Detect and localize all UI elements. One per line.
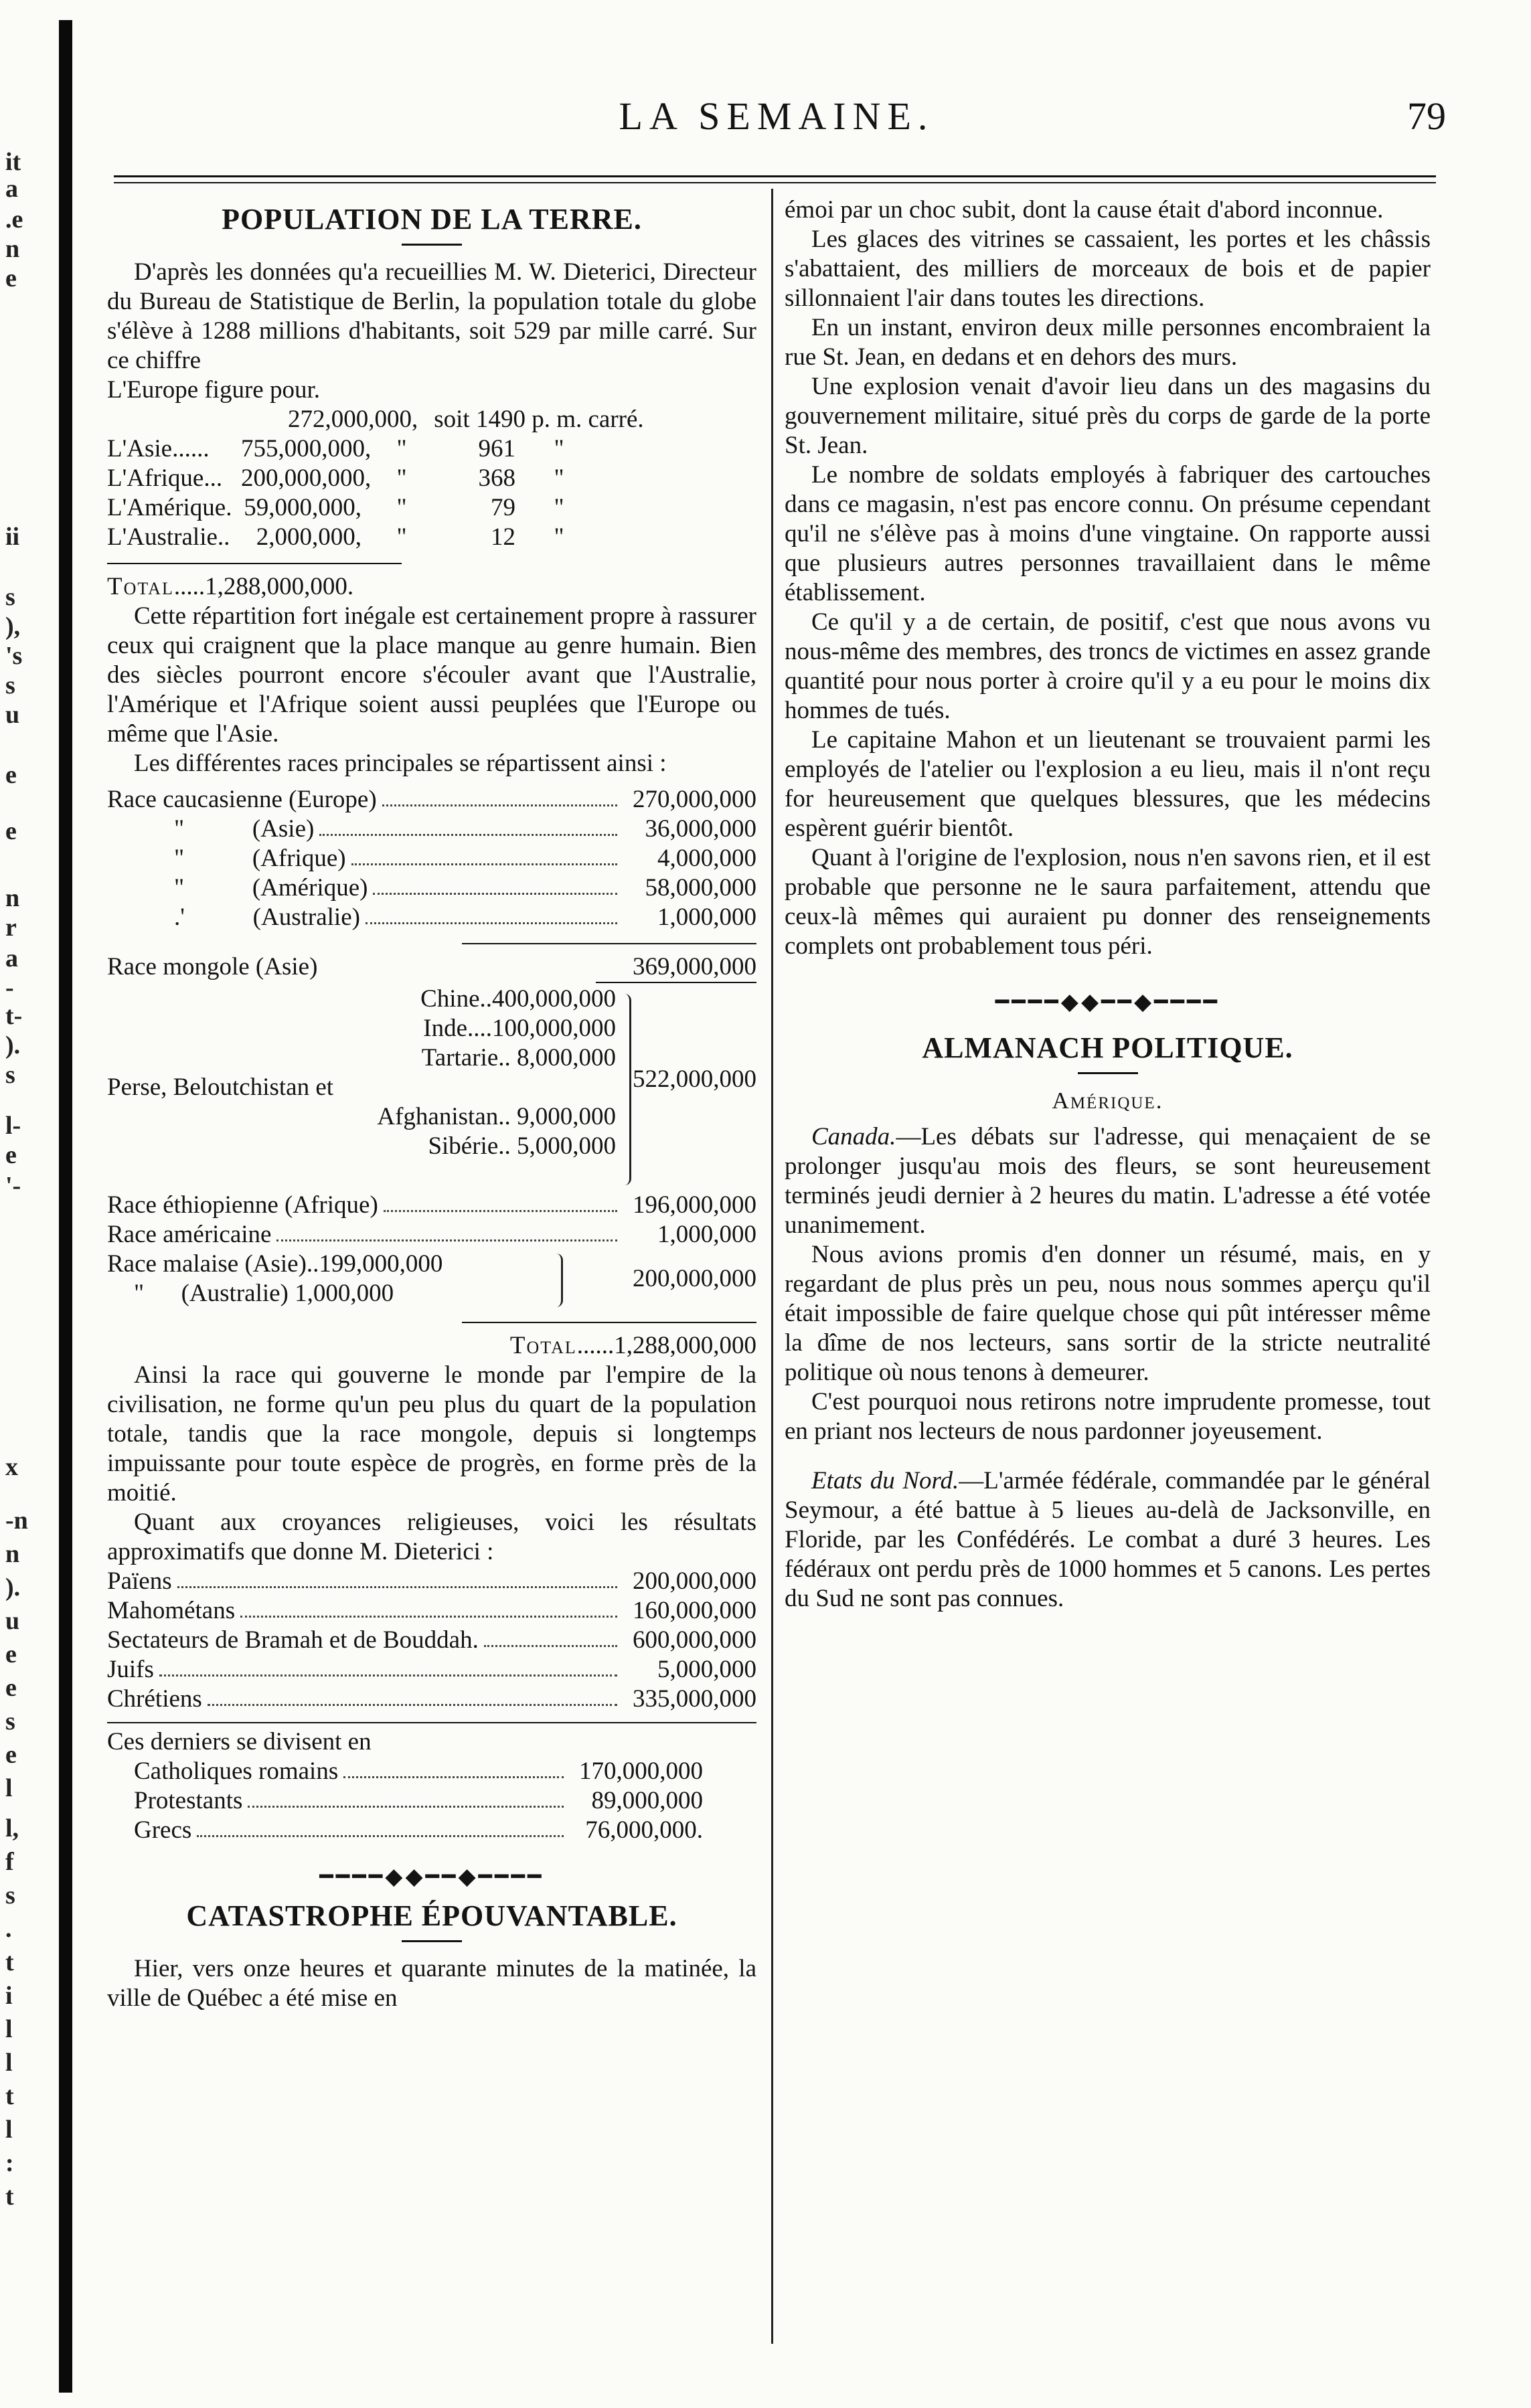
margin-char: s xyxy=(5,1707,15,1735)
page-number: 79 xyxy=(1407,94,1446,138)
subtotal-rule xyxy=(462,943,756,944)
race-label: Race éthiopienne (Afrique) xyxy=(107,1191,378,1219)
margin-char: n xyxy=(5,884,20,912)
margin-char: ii xyxy=(5,523,20,551)
continent-population: 59,000,000, xyxy=(244,494,361,521)
header-rule-thin xyxy=(114,182,1436,183)
margin-char: : xyxy=(5,2149,14,2177)
continent-density: 368 xyxy=(478,464,515,492)
margin-char: a xyxy=(5,944,18,972)
ditto-mark: " xyxy=(554,435,564,462)
ditto-mark: " xyxy=(396,464,407,492)
race-row xyxy=(107,1220,756,1250)
etats-text: —L'armée fédérale, commandée par le général Seymour, a été battue à 5 lieues au-delà de Jacksonville, en Floride, par les Confédérés. Le combat a duré 3 heures. Les fédéraux ont perdu près de 1000 hommes et 5 canons. Les pertes du Sud ne sont pas connues. xyxy=(785,1467,1431,1612)
religion-list xyxy=(107,1567,756,1714)
total-value: ......1,288,000,000 xyxy=(576,1332,756,1359)
subregion: Sibérie.. 5,000,000 xyxy=(428,1132,616,1160)
total-label: Total xyxy=(509,1332,577,1359)
paragraph: Les différentes races principales se répartissent ainsi : xyxy=(134,750,667,777)
paragraph: Nous avions promis d'en donner un résumé, mais, en y regardant de plus près un peu, nous nous sommes aperçu qu'il était impossible de faire quelque chose qui pût intéresser même la dîme de nos lecteurs, sans sortir de la stricte neutralité politique où nous tenons à demeurer. xyxy=(785,1241,1431,1386)
margin-char: x xyxy=(5,1453,18,1481)
left-column xyxy=(107,195,756,2013)
leader-dots xyxy=(159,1674,617,1676)
margin-char: l, xyxy=(5,1814,19,1842)
race-label: " (Asie) xyxy=(174,815,315,843)
margin-char: l xyxy=(5,2116,13,2144)
subregion: Tartarie.. 8,000,000 xyxy=(421,1044,616,1071)
race-label: " (Afrique) xyxy=(174,845,346,872)
margin-char: l xyxy=(5,2049,13,2077)
religion-row xyxy=(107,1596,756,1626)
continent-population: 200,000,000, xyxy=(241,464,372,492)
title-dash xyxy=(402,1940,462,1942)
race-row xyxy=(107,1191,756,1220)
ditto-mark: " xyxy=(396,435,407,462)
margin-char: s xyxy=(5,671,15,699)
race-value: 1,000,000 xyxy=(657,1221,756,1248)
margin-char: n xyxy=(5,235,20,263)
lead-etats: Etats du Nord. xyxy=(811,1467,959,1494)
total-row xyxy=(107,572,756,602)
race-row xyxy=(107,814,756,844)
continent-density: 12 xyxy=(491,523,515,551)
leader-dots xyxy=(248,1806,564,1808)
leader-dots xyxy=(208,1704,617,1706)
header-rule xyxy=(114,175,1436,177)
continent-density: 79 xyxy=(491,494,515,521)
leader-dots xyxy=(382,804,617,806)
race-row xyxy=(107,903,756,932)
section-subtitle: Amérique. xyxy=(1052,1088,1163,1114)
margin-char: ), xyxy=(5,612,21,640)
religion-value: 200,000,000 xyxy=(633,1567,756,1595)
race-value: 270,000,000 xyxy=(633,786,756,813)
ornamental-divider: ━━━━◆◆━━◆━━━━ xyxy=(995,990,1220,1015)
race-row xyxy=(107,844,756,873)
religion-label: Juifs xyxy=(107,1656,154,1683)
christian-list xyxy=(107,1757,703,1845)
margin-char: t- xyxy=(5,1002,23,1030)
paragraph-etats xyxy=(785,1466,1431,1614)
margin-char: l xyxy=(5,2015,13,2043)
margin-char: e xyxy=(5,817,17,845)
journal-title: LA SEMAINE. xyxy=(619,94,935,138)
margin-char: - xyxy=(5,974,14,1002)
religion-row xyxy=(107,1626,756,1655)
right-column xyxy=(785,195,1431,1614)
leader-dots xyxy=(384,1210,617,1212)
subregion: Chine..400,000,000 xyxy=(420,985,616,1013)
margin-char: t xyxy=(5,1948,14,1976)
lead-canada: Canada. xyxy=(811,1123,896,1150)
malaise-total: 200,000,000 xyxy=(633,1265,756,1292)
margin-char: r xyxy=(5,914,17,942)
europe-row xyxy=(107,405,756,434)
religion-value: 600,000,000 xyxy=(633,1626,756,1654)
leader-dots xyxy=(319,834,617,836)
religion-label: Mahométans xyxy=(107,1597,236,1624)
total-label: Total xyxy=(107,573,174,600)
leader-dots xyxy=(351,863,617,865)
race-label: Race américaine xyxy=(107,1221,272,1248)
leader-dots xyxy=(343,1776,564,1778)
margin-char: .e xyxy=(5,205,23,234)
margin-char: e xyxy=(5,1141,17,1169)
margin-char: n xyxy=(5,1540,20,1568)
religion-value: 160,000,000 xyxy=(633,1597,756,1624)
ditto-mark: " xyxy=(554,494,564,521)
title-dash xyxy=(402,244,462,246)
section-title-population: POPULATION DE LA TERRE. xyxy=(222,203,642,236)
race-value: 36,000,000 xyxy=(645,815,756,843)
mongole-total: 522,000,000 xyxy=(633,1065,756,1093)
race-label: " (Amérique) xyxy=(174,874,368,901)
margin-char: e xyxy=(5,1674,17,1702)
religion-row xyxy=(107,1567,756,1596)
margin-char: i xyxy=(5,1982,13,2010)
race-label: Race caucasienne (Europe) xyxy=(107,786,377,813)
christian-row xyxy=(134,1816,703,1845)
christian-label: Catholiques romains xyxy=(134,1757,339,1785)
total-rule xyxy=(107,563,402,564)
curly-brace xyxy=(549,1254,563,1307)
ditto-mark: " xyxy=(396,494,407,521)
race-value: 4,000,000 xyxy=(657,845,756,872)
margin-char: . xyxy=(5,1915,12,1943)
subregion: Inde....100,000,000 xyxy=(423,1015,616,1042)
margin-char: -n xyxy=(5,1507,28,1535)
christian-label: Protestants xyxy=(134,1787,243,1814)
races-list xyxy=(107,785,756,932)
religion-value: 5,000,000 xyxy=(657,1656,756,1683)
subregion: Perse, Beloutchistan et xyxy=(107,1073,334,1101)
continent-name: L'Afrique... xyxy=(107,464,223,492)
paragraph: Ce qu'il y a de certain, de positif, c'est que nous avons vu nous-même des membres, des troncs de victimes en assez grande quantité pour nous porter à croire qu'il y a eu pour le moins dix hommes de tués. xyxy=(785,608,1431,724)
paragraph: C'est pourquoi nous retirons notre imprudente promesse, tout en priant nos lecteurs de nous pardonner joyeusement. xyxy=(785,1388,1431,1445)
leader-dots xyxy=(366,922,617,924)
margin-char: t xyxy=(5,2182,14,2211)
paragraph: Quant à l'origine de l'explosion, nous n'en savons rien, et il est probable que personne ne le saura parfaitement, attendu que ceux-là mêmes qui auraient pu donner des renseignements complets ont probablement tous péri. xyxy=(785,844,1431,960)
race-label: Race mongole (Asie) xyxy=(107,953,318,980)
christian-value: 89,000,000 xyxy=(591,1787,703,1814)
europe-population: 272,000,000, xyxy=(288,406,418,433)
leader-dots xyxy=(276,1239,617,1241)
curly-brace xyxy=(617,994,631,1185)
leader-dots xyxy=(197,1835,564,1837)
subregion: " (Australie) 1,000,000 xyxy=(134,1280,394,1307)
paragraph: Hier, vers onze heures et quarante minutes de la matinée, la ville de Québec a été mise en xyxy=(107,1955,756,2012)
margin-char: l xyxy=(5,1774,13,1802)
race-mongole-row xyxy=(107,952,756,982)
ditto-mark: " xyxy=(554,464,564,492)
column-divider xyxy=(771,189,773,2344)
christian-row xyxy=(134,1786,703,1816)
title-dash xyxy=(1078,1072,1138,1074)
race-value: 196,000,000 xyxy=(633,1191,756,1219)
race-value: 369,000,000 xyxy=(633,953,756,980)
total-rule xyxy=(462,1322,756,1323)
margin-char: s xyxy=(5,1061,15,1089)
total-row xyxy=(107,1331,756,1361)
race-value: 58,000,000 xyxy=(645,874,756,901)
margin-char: ). xyxy=(5,1573,21,1602)
margin-char: t xyxy=(5,2082,14,2110)
margin-char: s xyxy=(5,1881,15,1909)
margin-char: e xyxy=(5,1640,17,1668)
christian-label: Grecs xyxy=(134,1816,192,1844)
leader-dots xyxy=(373,893,617,895)
malaise-breakdown xyxy=(107,1250,756,1311)
population-intro: D'après les données qu'a recueillies M. W. Dieterici, Directeur du Bureau de Statistique de Berlin, la population totale du globe s'élève à 1288 millions d'habitants, soit 529 par mille carré. Sur ce chiffre xyxy=(107,258,756,374)
paragraph: Le nombre de soldats employés à fabriquer des cartouches dans ce magasin, n'est pas encore connu. On présume cependant qu'il ne s'élève pas à moins d'une vingtaine. On rapporte aussi que plusieurs autres personnes travaillaient dans le même établissement. xyxy=(785,461,1431,606)
margin-char: e xyxy=(5,1741,17,1769)
religion-rule xyxy=(107,1722,756,1723)
ornamental-divider: ━━━━◆◆━━◆━━━━ xyxy=(319,1865,544,1889)
section-title-catastrophe: CATASTROPHE ÉPOUVANTABLE. xyxy=(186,1899,677,1932)
margin-char: it xyxy=(5,148,21,176)
paragraph: Le capitaine Mahon et un lieutenant se trouvaient parmi les employés de l'atelier ou l'explosion a eu lieu, mais il n'ont reçu for heureusement que quelques blessures, que les médecins espèrent guérir bientôt. xyxy=(785,726,1431,842)
margin-char: e xyxy=(5,761,17,789)
margin-fragments xyxy=(3,147,43,2356)
continent-population: 2,000,000, xyxy=(256,523,361,551)
paragraph: Une explosion venait d'avoir lieu dans un des magasins du gouvernement militaire, situé près du corps de garde de la porte St. Jean. xyxy=(785,373,1431,459)
leader-dots xyxy=(240,1616,617,1618)
paragraph: Ainsi la race qui gouverne le monde par l'empire de la civilisation, ne forme qu'un peu plus du quart de la population totale, tandis que la race mongole, depuis si longtemps impuissante pour toute espèce de progrès, en forme près de la moitié. xyxy=(107,1361,756,1507)
subregion: Afghanistan.. 9,000,000 xyxy=(377,1103,616,1130)
margin-char: 's xyxy=(5,642,23,670)
canada-text: —Les débats sur l'adresse, qui menaçaient de se prolonger jusqu'au mois des fleurs, se sont heureusement terminés jeudi dernier à 2 heures du matin. L'adresse a été votée unanimement. xyxy=(785,1123,1431,1239)
margin-char: l- xyxy=(5,1112,21,1140)
paragraph: En un instant, environ deux mille personnes encombraient la rue St. Jean, en dedans et en dehors des murs. xyxy=(785,314,1431,371)
section-title-almanach: ALMANACH POLITIQUE. xyxy=(922,1031,1293,1064)
christian-value: 170,000,000 xyxy=(579,1757,703,1785)
paragraph: Cette répartition fort inégale est certainement propre à rassurer ceux qui craignent que la place manque au genre humain. Bien des siècles pourront encore s'écouler avant que l'Australie, l'Amérique et l'Afrique soient aussi peuplées que l'Europe ou même que l'Asie. xyxy=(107,602,756,748)
margin-char: a xyxy=(5,175,18,203)
ditto-mark: " xyxy=(396,523,407,551)
paragraph: émoi par un choc subit, dont la cause était d'abord inconnue. xyxy=(785,196,1384,224)
leader-dots xyxy=(484,1645,617,1647)
religion-label: Sectateurs de Bramah et de Bouddah. xyxy=(107,1626,479,1654)
page-spine-shadow xyxy=(59,20,72,2393)
religion-value: 335,000,000 xyxy=(633,1685,756,1713)
europe-density: soit 1490 p. m. carré. xyxy=(434,406,644,433)
margin-char: s xyxy=(5,583,15,611)
christians-intro: Ces derniers se divisent en xyxy=(107,1728,372,1755)
leader-dots xyxy=(177,1586,617,1588)
continent-population: 755,000,000, xyxy=(241,435,372,462)
mongole-breakdown xyxy=(107,984,756,1191)
race-value: 1,000,000 xyxy=(657,904,756,931)
religion-label: Païens xyxy=(107,1567,172,1595)
race-row xyxy=(107,785,756,814)
christian-value: 76,000,000. xyxy=(585,1816,703,1844)
religion-row xyxy=(107,1655,756,1685)
paragraph: Les glaces des vitrines se cassaient, les portes et les châssis s'abattaient, des milliers de morceaux de bois et de papier sillonnaient l'air dans toutes les directions. xyxy=(785,226,1431,312)
continent-name: L'Australie.. xyxy=(107,523,230,551)
religion-row xyxy=(107,1685,756,1714)
paragraph: Quant aux croyances religieuses, voici les résultats approximatifs que donne M. Dieterici : xyxy=(107,1509,756,1565)
subregion: Race malaise (Asie)..199,000,000 xyxy=(107,1250,443,1278)
ditto-mark: " xyxy=(554,523,564,551)
race-label: .' (Australie) xyxy=(174,904,360,931)
christian-row xyxy=(134,1757,703,1786)
mongole-rule xyxy=(596,982,756,983)
margin-char: e xyxy=(5,264,17,292)
continent-name: L'Asie...... xyxy=(107,435,210,462)
continent-density: 961 xyxy=(478,435,515,462)
margin-char: '- xyxy=(5,1172,21,1200)
europe-line: L'Europe figure pour. xyxy=(107,376,320,404)
continent-table xyxy=(107,434,756,552)
margin-char: ). xyxy=(5,1031,21,1059)
margin-char: u xyxy=(5,1607,20,1635)
total-value: .....1,288,000,000. xyxy=(173,573,354,600)
margin-char: f xyxy=(5,1848,14,1876)
race-row xyxy=(107,873,756,903)
paragraph-canada xyxy=(785,1122,1431,1240)
margin-char: u xyxy=(5,701,20,729)
running-header xyxy=(107,94,1446,147)
religion-label: Chrétiens xyxy=(107,1685,202,1713)
continent-name: L'Amérique. xyxy=(107,494,232,521)
